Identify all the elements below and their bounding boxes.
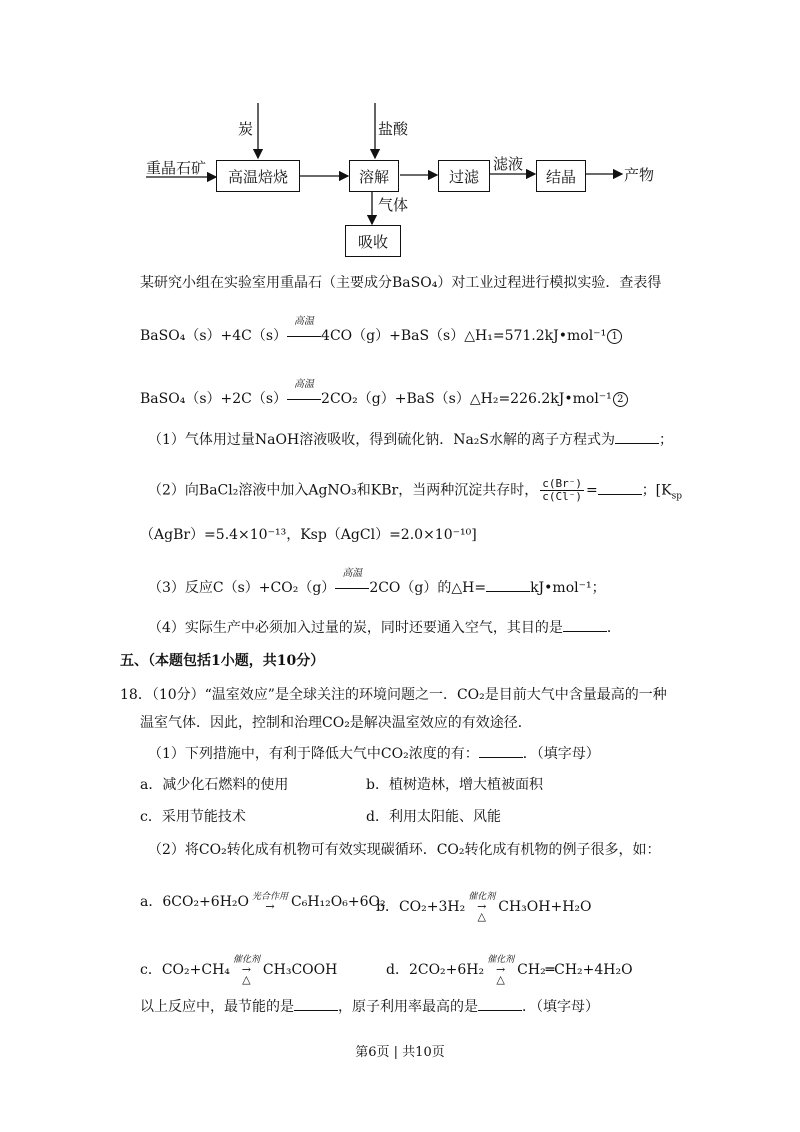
answer-blank[interactable]	[294, 998, 338, 1011]
final-question: 以上反应中，最节能的是 ，原子利用率最高的是 ．（填字母）	[140, 999, 599, 1015]
flow-gas-label: 气体	[378, 196, 409, 214]
question-1: （1）气体用过量NaOH溶液吸收，得到硫化钠．Na₂S水解的离子方程式为 ；	[148, 432, 673, 448]
reaction-d: d．2CO₂+6H₂ 催化剂 → △ CH₂═CH₂+4H₂O	[386, 955, 633, 986]
option-d: d．利用太阳能、风能	[366, 809, 501, 825]
question-2: （2）向BaCl₂溶液中加入AgNO₃和KBr，当两种沉淀共存时， $\frac{c(Br^-)}{c(Cl^-)}$ = ；[$K_{sp}$	[148, 477, 682, 503]
question-2-constants: （AgBr）=5.4×10⁻¹³，Ksp（AgCl）=2.0×10⁻¹⁰]	[140, 527, 477, 543]
flow-filtrate-label: 滤液	[493, 155, 524, 173]
reaction-c: c．CO₂+CH₄ 催化剂 → △ CH₃COOH	[140, 955, 338, 986]
page-footer: 第6页 | 共10页	[355, 1045, 445, 1060]
problem-18-question-1: （1）下列措施中，有利于降低大气中CO₂浓度的有： ．（填字母）	[148, 746, 600, 762]
problem-18-question-2: （2）将CO₂转化成有机物可有效实现碳循环．CO₂转化成有机物的例子很多，如：	[148, 842, 661, 858]
question-3: （3）反应C（s）+CO₂（g） 高温 2CO（g）的△H= kJ•mol⁻¹；	[148, 568, 606, 596]
flow-box-dissolve: 溶解	[349, 160, 399, 192]
answer-blank[interactable]	[479, 745, 523, 758]
section-heading: 五、（本题包括1小题，共10分）	[120, 653, 325, 669]
option-c: c．采用节能技术	[140, 809, 246, 825]
reaction-a: a．6CO₂+6H₂O 光合作用 → C₆H₁₂O₆+6O₂	[140, 892, 386, 913]
circled-number-1: 1	[607, 329, 622, 344]
concentration-ratio: $\frac{c(Br^-)}{c(Cl^-)}$	[542, 477, 582, 503]
answer-blank[interactable]	[486, 579, 530, 592]
intro-text: 某研究小组在实验室用重晶石（主要成分BaSO₄）对工业过程进行模拟实验．查表得	[140, 275, 662, 291]
option-a: a．减少化石燃料的使用	[140, 777, 289, 793]
flow-box-crystal: 结晶	[536, 160, 586, 192]
answer-blank[interactable]	[563, 619, 607, 632]
equation-2: BaSO₄（s）+2C（s） 高温 2CO₂（g）+BaS（s）△H₂=226.2kJ•mol⁻¹ 2	[140, 390, 628, 408]
flow-acid-label: 盐酸	[378, 120, 409, 138]
answer-blank[interactable]	[598, 482, 642, 495]
question-4: （4）实际生产中必须加入过量的炭，同时还要通入空气，其目的是 ．	[148, 620, 621, 636]
flow-box-filter: 过滤	[438, 160, 490, 192]
flow-box-absorb: 吸收	[345, 225, 401, 257]
option-b: b．植树造林，增大植被面积	[366, 777, 543, 793]
flow-input-label: 重晶石矿	[146, 159, 207, 177]
equation-1: BaSO₄（s）+4C（s） 高温 4CO（g）+BaS（s）△H₁=571.2kJ•mol⁻¹ 1	[140, 327, 622, 345]
answer-blank[interactable]	[478, 998, 522, 1011]
reaction-b: b．CO₂+3H₂ 催化剂 → △ CH₃OH+H₂O	[376, 892, 592, 923]
problem-18-line-2: 温室气体．因此，控制和治理CO₂是解决温室效应的有效途径．	[140, 715, 532, 731]
flow-product-label: 产物	[624, 166, 655, 184]
flow-box-roast: 高温焙烧	[216, 160, 300, 192]
circled-number-2: 2	[613, 392, 628, 407]
flow-carbon-label: 炭	[238, 120, 254, 138]
problem-18-line-1: 18．（10分）“温室效应”是全球关注的环境问题之一．CO₂是目前大气中含量最高的一种	[120, 687, 667, 703]
answer-blank[interactable]	[615, 431, 659, 444]
